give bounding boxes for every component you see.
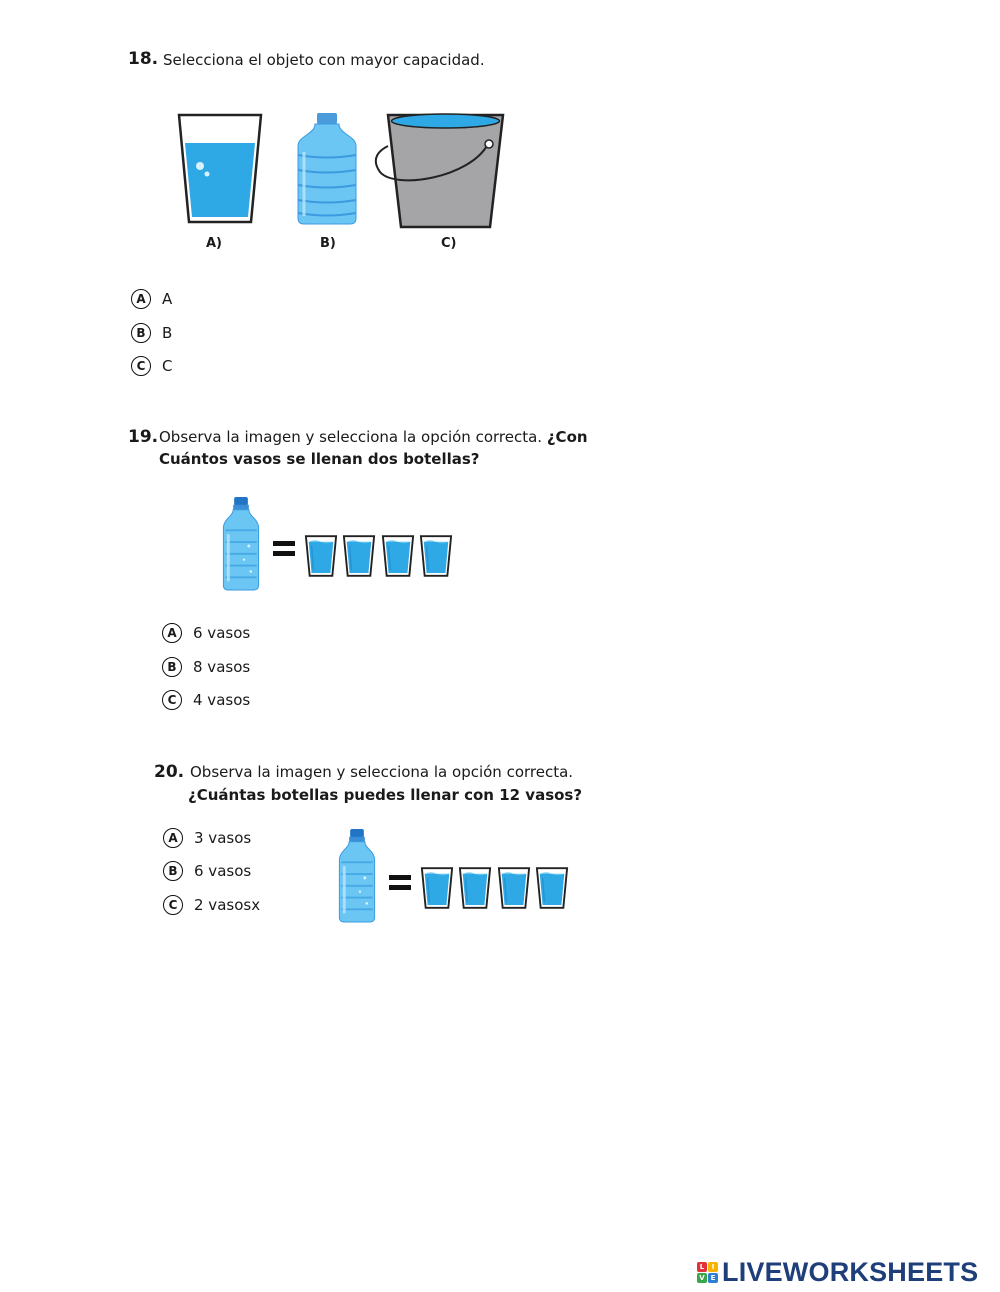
glass-icon bbox=[381, 533, 415, 579]
q20-option-a[interactable] bbox=[163, 828, 251, 848]
option-label: B bbox=[162, 324, 173, 342]
glass-icon bbox=[419, 533, 453, 579]
glass-icon bbox=[497, 865, 531, 911]
q19-text-line1 bbox=[159, 428, 588, 446]
q19-option-a[interactable] bbox=[162, 623, 250, 643]
option-circle[interactable]: B bbox=[162, 657, 182, 677]
q20-number: 20. bbox=[154, 762, 185, 782]
option-circle[interactable]: A bbox=[131, 289, 151, 309]
option-circle[interactable]: B bbox=[131, 323, 151, 343]
q20-option-b[interactable] bbox=[163, 861, 251, 881]
option-circle[interactable]: A bbox=[163, 828, 183, 848]
option-label: 3 vasos bbox=[194, 829, 252, 847]
q19-text-bold-1: ¿Con bbox=[546, 428, 588, 446]
q20-option-c[interactable] bbox=[163, 895, 260, 915]
liveworksheets-logo bbox=[697, 1257, 978, 1288]
bottle-icon bbox=[298, 113, 356, 224]
glass-icon bbox=[535, 865, 569, 911]
option-label: 6 vasos bbox=[193, 624, 251, 642]
logo-block: E bbox=[708, 1273, 718, 1283]
option-circle[interactable]: C bbox=[131, 356, 151, 376]
equals-icon bbox=[273, 540, 295, 558]
logo-text: LIVEWORKSHEETS bbox=[722, 1257, 979, 1287]
option-label: 2 vasosx bbox=[194, 896, 261, 914]
glass-icon bbox=[179, 115, 261, 222]
q20-text-bold: ¿Cuántas botellas puedes llenar con 12 vasos? bbox=[188, 786, 583, 804]
glass-icon bbox=[342, 533, 376, 579]
option-circle[interactable]: A bbox=[162, 623, 182, 643]
q19-option-c[interactable] bbox=[162, 690, 250, 710]
option-label: 4 vasos bbox=[193, 691, 251, 709]
logo-block: I bbox=[708, 1262, 718, 1272]
q20-illustration bbox=[334, 829, 574, 923]
glass-icon bbox=[458, 865, 492, 911]
logo-blocks-icon bbox=[697, 1262, 718, 1283]
q19-text-line2: Cuántos vasos se llenan dos botellas? bbox=[159, 450, 480, 468]
option-label: A bbox=[162, 290, 173, 308]
q18-option-a[interactable] bbox=[131, 289, 172, 309]
logo-block: V bbox=[697, 1273, 707, 1283]
bottle-icon bbox=[218, 497, 264, 591]
q18-text: Selecciona el objeto con mayor capacidad. bbox=[163, 51, 485, 69]
glass-icon bbox=[304, 533, 338, 579]
q18-image-label-b: B) bbox=[320, 236, 336, 251]
option-circle[interactable]: B bbox=[163, 861, 183, 881]
option-label: C bbox=[162, 357, 173, 375]
q19-text-normal: Observa la imagen y selecciona la opción correcta. bbox=[159, 428, 543, 446]
q20-text-normal: Observa la imagen y selecciona la opción correcta. bbox=[190, 763, 574, 781]
q19-illustration bbox=[218, 497, 458, 591]
option-circle[interactable]: C bbox=[163, 895, 183, 915]
q19-option-b[interactable] bbox=[162, 657, 250, 677]
option-label: 6 vasos bbox=[194, 862, 252, 880]
option-label: 8 vasos bbox=[193, 658, 251, 676]
bucket-icon bbox=[376, 114, 503, 227]
q19-number: 19. bbox=[128, 427, 159, 447]
glass-icon bbox=[420, 865, 454, 911]
bottle-icon bbox=[334, 829, 380, 923]
equals-icon bbox=[389, 874, 411, 892]
q18-image-label-a: A) bbox=[206, 236, 223, 251]
q18-illustration bbox=[170, 100, 510, 235]
q18-option-b[interactable] bbox=[131, 323, 172, 343]
option-circle[interactable]: C bbox=[162, 690, 182, 710]
logo-block: L bbox=[697, 1262, 707, 1272]
q18-number: 18. bbox=[128, 49, 159, 69]
q18-image-label-c: C) bbox=[441, 236, 457, 251]
q18-option-c[interactable] bbox=[131, 356, 172, 376]
